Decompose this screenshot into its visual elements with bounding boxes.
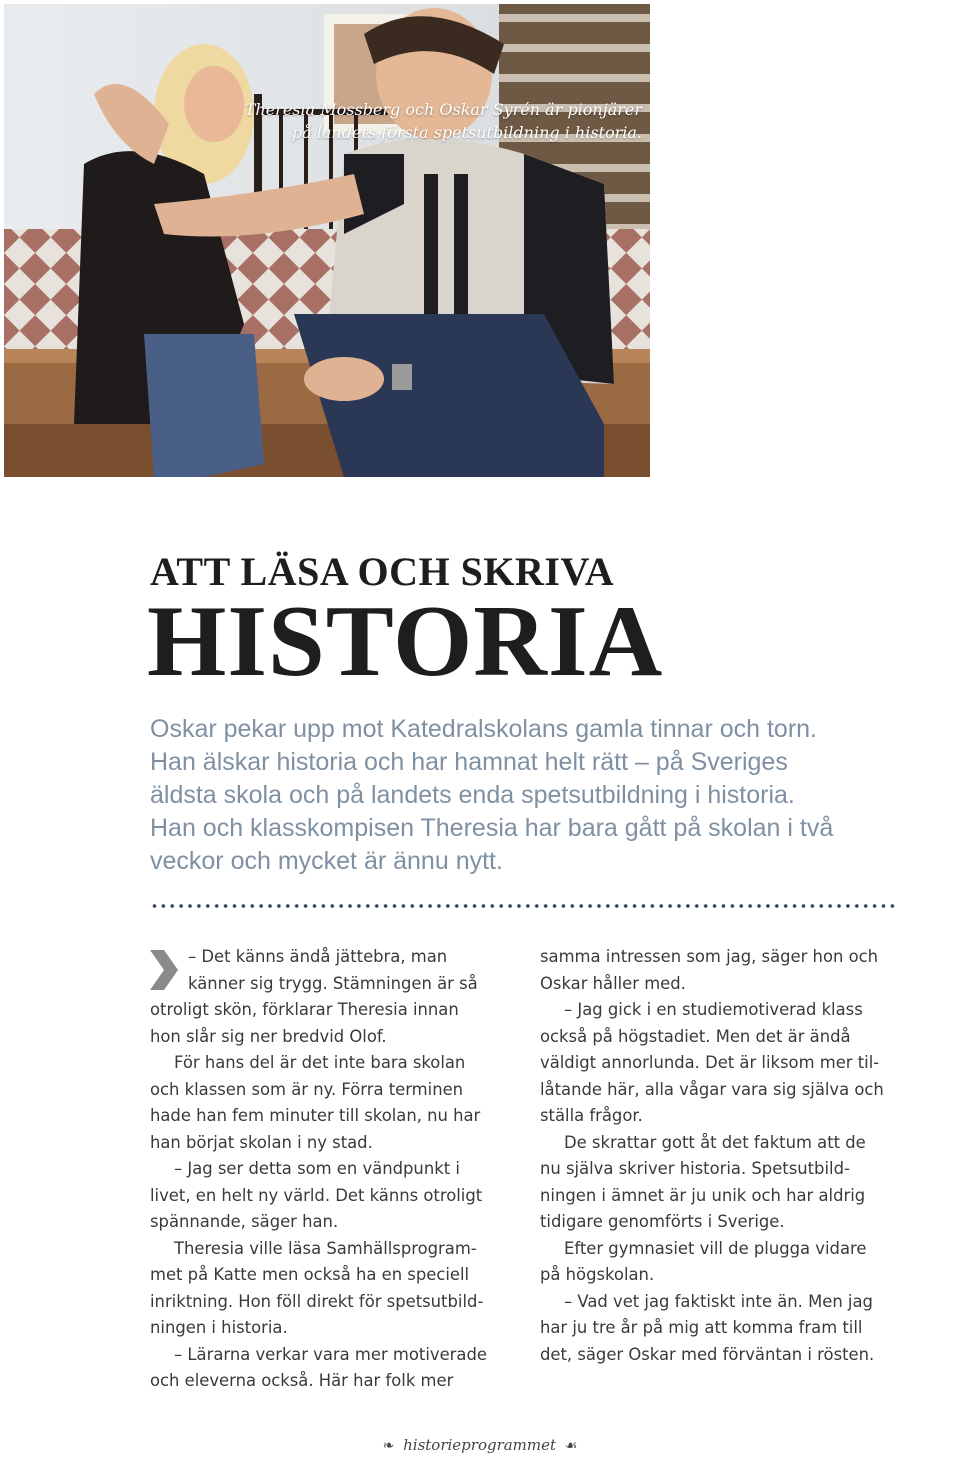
body-line: Efter gymnasiet vill de plugga vidare bbox=[564, 1238, 867, 1258]
body-line: inriktning. Hon föll direkt för spetsutbild- bbox=[150, 1291, 484, 1311]
ornament-left-icon: ❧ bbox=[382, 1438, 395, 1454]
body-line: ningen i historia. bbox=[150, 1318, 288, 1337]
footer-text: historieprogrammet bbox=[403, 1436, 557, 1454]
body-line: – Jag gick i en studiemotiverad klass bbox=[564, 1000, 863, 1019]
body-line: nu själva skriver historia. Spetsutbild- bbox=[540, 1159, 850, 1178]
body-line: det, säger Oskar med förväntan i rösten. bbox=[540, 1344, 875, 1364]
body-line: För hans del är det inte bara skolan bbox=[174, 1053, 466, 1072]
body-line: hon slår sig ner bredvid Olof. bbox=[150, 1026, 387, 1046]
caption-line-1: Theresia Mossberg och Oskar Syrén är pionjärer bbox=[244, 100, 642, 119]
body-line: känner sig trygg. Stämningen är så bbox=[188, 973, 478, 993]
body-line: – Jag ser detta som en vändpunkt i bbox=[174, 1159, 460, 1178]
body-line: också på högstadiet. Men det är ändå bbox=[540, 1026, 851, 1046]
body-line: Theresia ville läsa Samhällsprogram- bbox=[174, 1238, 477, 1258]
ingress-paragraph bbox=[150, 713, 910, 878]
body-line: – Lärarna verkar vara mer motiverade bbox=[174, 1344, 487, 1364]
body-line: otroligt skön, förklarar Theresia innan bbox=[150, 1000, 459, 1019]
body-line: låtande här, alla vågar vara sig själva och bbox=[540, 1079, 884, 1099]
ingress-line: veckor och mycket är ännu nytt. bbox=[150, 847, 503, 875]
body-column-right bbox=[540, 944, 910, 1368]
ornament-right-icon: ☙ bbox=[564, 1438, 578, 1454]
ingress-line: äldsta skola och på landets enda spetsutbildning i historia. bbox=[150, 781, 795, 809]
body-line: och eleverna också. Här har folk mer bbox=[150, 1371, 454, 1390]
body-line: livet, en helt ny värld. Det känns otroligt bbox=[150, 1185, 483, 1205]
ingress-line: Han och klasskompisen Theresia har bara gått på skolan i två bbox=[150, 814, 834, 842]
caption-line-2: på landets första spetsutbildning i historia. bbox=[291, 123, 642, 142]
dotted-divider bbox=[150, 903, 898, 909]
body-line: hade han fem minuter till skolan, nu har bbox=[150, 1106, 481, 1125]
heading-kicker: ATT LÄSA OCH SKRIVA bbox=[150, 549, 615, 594]
page-footer bbox=[0, 1436, 960, 1454]
ingress-line: Han älskar historia och har hamnat helt rätt – på Sveriges bbox=[150, 748, 788, 776]
body-line: spännande, säger han. bbox=[150, 1212, 339, 1231]
heading-main: HISTORIA bbox=[147, 585, 664, 698]
body-line: ställa frågor. bbox=[540, 1106, 643, 1125]
ingress-line: Oskar pekar upp mot Katedralskolans gamla tinnar och torn. bbox=[150, 715, 818, 743]
body-line: samma intressen som jag, säger hon och bbox=[540, 947, 878, 966]
body-line: väldigt annorlunda. Det är liksom mer til- bbox=[540, 1053, 880, 1072]
body-line: och klassen som är ny. Förra terminen bbox=[150, 1079, 464, 1099]
body-line: Oskar håller med. bbox=[540, 973, 686, 993]
body-line: tidigare genomförts i Sverige. bbox=[540, 1212, 785, 1231]
body-line: har ju tre år på mig att komma fram till bbox=[540, 1318, 863, 1337]
hero-photo bbox=[4, 4, 650, 477]
body-line: met på Katte men också ha en speciell bbox=[150, 1265, 470, 1284]
body-column-left bbox=[150, 944, 520, 1395]
body-line: – Det känns ändå jättebra, man bbox=[188, 947, 448, 966]
body-line: ningen i ämnet är ju unik och har aldrig bbox=[540, 1185, 866, 1205]
photo-caption bbox=[202, 98, 642, 144]
photo-illustration bbox=[4, 4, 650, 477]
body-line: han börjat skolan i ny stad. bbox=[150, 1132, 373, 1152]
body-line: – Vad vet jag faktiskt inte än. Men jag bbox=[564, 1291, 873, 1311]
body-line: De skrattar gott åt det faktum att de bbox=[564, 1132, 866, 1152]
body-line: på högskolan. bbox=[540, 1265, 655, 1284]
